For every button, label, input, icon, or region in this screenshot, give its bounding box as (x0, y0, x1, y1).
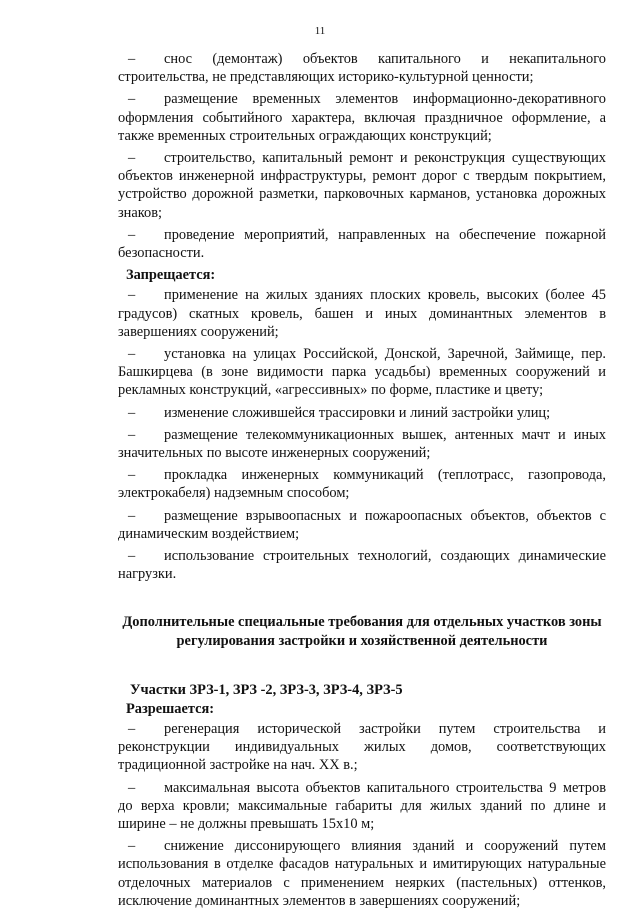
list-item (118, 345, 606, 400)
dash-marker: – (128, 507, 136, 524)
list-item-text: размещение взрывоопасных и пожароопасных объектов, объектов с динамическим воздействием; (118, 507, 606, 542)
list-item-text: установка на улицах Российской, Донской, Заречной, Займище, пер. Башкирцева (в зоне видимости парка усадьбы) временных сооружений и рекламных конструкций, «агрессивных» по форме, пластике и цвету; (118, 346, 606, 399)
list-item (118, 50, 606, 86)
dash-marker: – (128, 404, 136, 421)
list-item-text: размещение телекоммуникационных вышек, антенных мачт и иных значительных по высоте инженерных сооружений; (118, 426, 606, 462)
list-item-text: строительство, капитальный ремонт и реконструкция существующих объектов инженерной инфраструктуры, ремонт дорог с твердым покрытием, устройство дорожной разметки, парковочных карманов, установка дорожных знаков; (118, 150, 606, 221)
dash-marker: – (128, 150, 136, 167)
dash-marker: – (128, 548, 136, 565)
list-item-text: применение на жилых зданиях плоских кровель, высоких (более 45 градусов) скатных кровель, башен и иных доминантных элементов в завершениях сооружений; (118, 287, 606, 340)
dash-marker: – (128, 51, 136, 67)
section-title: Дополнительные специальные требования для отдельных участков зоны регулирования застройки и хозяйственной деятельности (122, 614, 602, 650)
forbidden-label: Запрещается: (126, 267, 216, 284)
list-item (118, 426, 606, 462)
dash-marker: – (128, 779, 136, 796)
dash-marker: – (128, 91, 136, 108)
list-item-text: прокладка инженерных коммуникаций (теплотрасс, газопровода, электрокабеля) надземным способом; (118, 467, 606, 502)
list-item (118, 466, 606, 502)
list-item-text: использование строительных технологий, создающих динамические нагрузки. (118, 548, 606, 583)
dash-marker: – (128, 838, 136, 855)
list-item (118, 507, 606, 543)
list-item-text: снос (демонтаж) объектов капитального и некапитального строительства, не представляющих историко-культурной ценности; (118, 51, 606, 86)
allowed-label: Разрешается: (126, 700, 215, 717)
list-item (118, 720, 606, 775)
list-item-text: регенерация исторической застройки путем строительства и реконструкции индивидуальных жилых домов, соответствующих традиционной застройке на нач. XX в.; (118, 720, 606, 774)
list-item (118, 547, 606, 583)
list-item-text: изменение сложившейся трассировки и линий застройки улиц; (164, 404, 551, 421)
document-body (118, 50, 606, 914)
list-item-text: размещение временных элементов информационно-декоративного оформления событийного характера, включая праздничное оформление, а также временных строительных ограждающих конструкций; (118, 91, 606, 144)
list-item (118, 404, 606, 422)
list-item-text: максимальная высота объектов капитального строительства 9 метров до верха кровли; максимальные габариты для жилых зданий по длине и ширине – не должны превышать 15х10 м; (118, 779, 606, 832)
dash-marker: – (128, 426, 136, 443)
list-item (118, 226, 606, 262)
dash-marker: – (128, 287, 136, 304)
dash-marker: – (128, 467, 136, 484)
subsection-title: Участки ЗРЗ-1, ЗРЗ -2, ЗРЗ-3, ЗРЗ-4, ЗРЗ-5 (130, 682, 403, 699)
list-item-text: снижение диссонирующего влияния зданий и сооружений путем использования в отделке фасадов натуральных и имитирующих натуральные отделочных материалов с применением неярких (пастельных) оттенков, исключение доминантных элементов в завершениях сооружений; (118, 838, 606, 909)
dash-marker: – (128, 720, 136, 737)
dash-marker: – (128, 346, 136, 363)
list-item (118, 90, 606, 145)
page-number: 11 (314, 25, 326, 37)
list-item (118, 149, 606, 222)
list-item (118, 837, 606, 910)
list-item (118, 779, 606, 834)
list-item (118, 286, 606, 341)
list-item-text: проведение мероприятий, направленных на обеспечение пожарной безопасности. (118, 226, 606, 262)
dash-marker: – (128, 226, 136, 243)
